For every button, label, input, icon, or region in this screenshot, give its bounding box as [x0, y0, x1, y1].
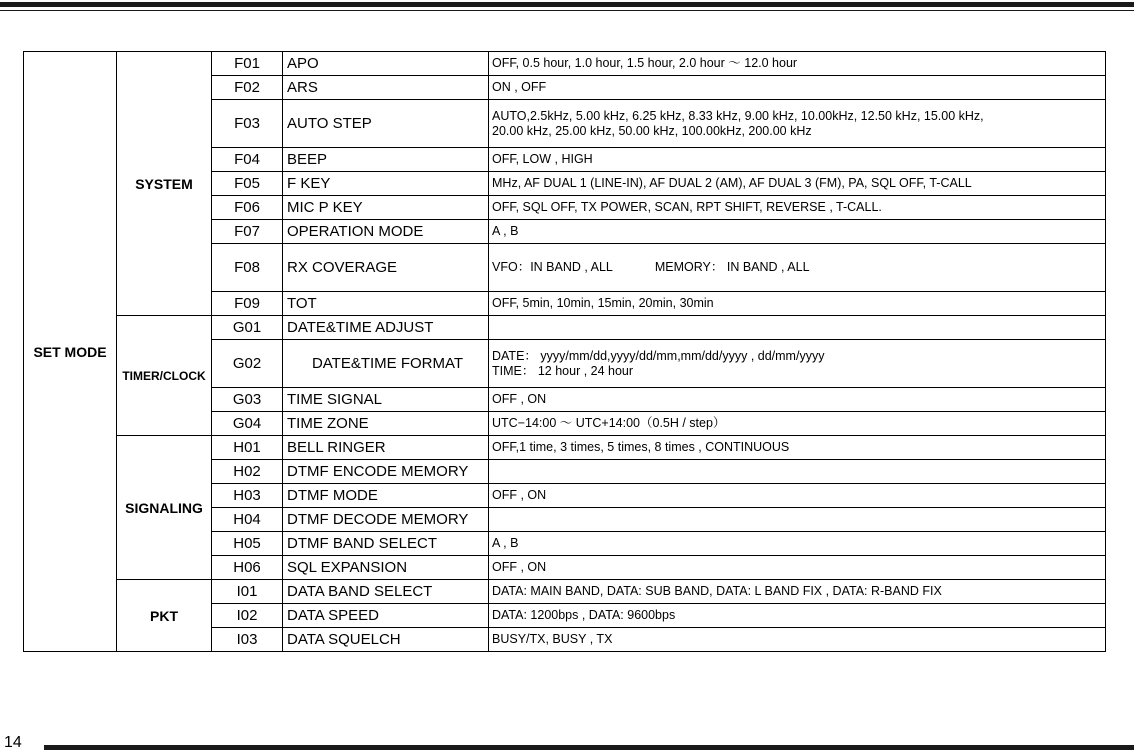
table-row [24, 316, 1106, 340]
item-name: OPERATION MODE [283, 220, 489, 244]
top-rule-thick [0, 2, 1134, 7]
item-code: H02 [212, 460, 283, 484]
item-value: OFF, SQL OFF, TX POWER, SCAN, RPT SHIFT, REVERSE , T-CALL. [489, 196, 1106, 220]
item-code: I01 [212, 580, 283, 604]
group-label-timer-clock: TIMER/CLOCK [117, 316, 212, 436]
item-code: H04 [212, 508, 283, 532]
item-name: APO [283, 52, 489, 76]
item-value: DATA: 1200bps , DATA: 9600bps [489, 604, 1106, 628]
item-value-line2: TIME： 12 hour , 24 hour [492, 363, 634, 378]
item-name: DATA BAND SELECT [283, 580, 489, 604]
item-name: DTMF MODE [283, 484, 489, 508]
item-value [489, 100, 1106, 148]
item-name: DATA SQUELCH [283, 628, 489, 652]
item-name: TIME ZONE [283, 412, 489, 436]
item-code: F03 [212, 100, 283, 148]
item-value [489, 508, 1106, 532]
item-value: OFF, 0.5 hour, 1.0 hour, 1.5 hour, 2.0 hour ～ 12.0 hour [489, 52, 1106, 76]
item-code: G01 [212, 316, 283, 340]
top-rule-thin [0, 10, 1134, 11]
item-code: G02 [212, 340, 283, 388]
item-value: UTC−14:00 ～ UTC+14:00（0.5H / step） [489, 412, 1106, 436]
item-name: BEEP [283, 148, 489, 172]
item-name: AUTO STEP [283, 100, 489, 148]
item-name: DATE&TIME FORMAT [283, 340, 489, 388]
item-code: H06 [212, 556, 283, 580]
group-label-system: SYSTEM [117, 52, 212, 316]
item-value-vfo: VFO：IN BAND , ALL [492, 260, 613, 274]
item-code: F05 [212, 172, 283, 196]
item-name: SQL EXPANSION [283, 556, 489, 580]
group-label-signaling: SIGNALING [117, 436, 212, 580]
item-value [489, 316, 1106, 340]
item-name: TOT [283, 292, 489, 316]
table-row [24, 52, 1106, 76]
item-value [489, 244, 1106, 292]
item-name: BELL RINGER [283, 436, 489, 460]
item-value-line1: DATE： yyyy/mm/dd,yyyy/dd/mm,mm/dd/yyyy , dd/mm/yyyy [492, 348, 825, 363]
item-name: DATA SPEED [283, 604, 489, 628]
item-name: MIC P KEY [283, 196, 489, 220]
mode-label: SET MODE [24, 52, 117, 652]
item-value-line1: AUTO,2.5kHz, 5.00 kHz, 6.25 kHz, 8.33 kHz, 9.00 kHz, 10.00kHz, 12.50 kHz, 15.00 kHz, [492, 108, 984, 123]
item-code: F08 [212, 244, 283, 292]
item-name: ARS [283, 76, 489, 100]
item-code: H03 [212, 484, 283, 508]
item-code: F01 [212, 52, 283, 76]
item-code: F07 [212, 220, 283, 244]
item-name: DTMF BAND SELECT [283, 532, 489, 556]
item-value: OFF,1 time, 3 times, 5 times, 8 times , CONTINUOUS [489, 436, 1106, 460]
item-value: BUSY/TX, BUSY , TX [489, 628, 1106, 652]
bottom-rule [44, 745, 1134, 750]
item-code: F02 [212, 76, 283, 100]
item-value: OFF , ON [489, 388, 1106, 412]
item-code: F06 [212, 196, 283, 220]
item-value: OFF , ON [489, 556, 1106, 580]
item-value: ON , OFF [489, 76, 1106, 100]
item-value [489, 460, 1106, 484]
table-row [24, 580, 1106, 604]
item-code: G04 [212, 412, 283, 436]
item-name: DTMF DECODE MEMORY [283, 508, 489, 532]
page-number: 14 [4, 734, 22, 751]
item-value: OFF, 5min, 10min, 15min, 20min, 30min [489, 292, 1106, 316]
item-name: DATE&TIME ADJUST [283, 316, 489, 340]
item-code: H05 [212, 532, 283, 556]
item-value-memory: MEMORY： IN BAND , ALL [654, 260, 810, 274]
item-value: A , B [489, 220, 1106, 244]
item-value: MHz, AF DUAL 1 (LINE-IN), AF DUAL 2 (AM), AF DUAL 3 (FM), PA, SQL OFF, T-CALL [489, 172, 1106, 196]
item-value [489, 340, 1106, 388]
item-name: F KEY [283, 172, 489, 196]
item-code: F04 [212, 148, 283, 172]
item-code: H01 [212, 436, 283, 460]
item-name: TIME SIGNAL [283, 388, 489, 412]
item-name: RX COVERAGE [283, 244, 489, 292]
item-name: DTMF ENCODE MEMORY [283, 460, 489, 484]
set-mode-table [23, 51, 1106, 652]
item-code: F09 [212, 292, 283, 316]
group-label-pkt: PKT [117, 580, 212, 652]
item-code: I03 [212, 628, 283, 652]
item-code: G03 [212, 388, 283, 412]
item-value: OFF, LOW , HIGH [489, 148, 1106, 172]
item-value-line2: 20.00 kHz, 25.00 kHz, 50.00 kHz, 100.00kHz, 200.00 kHz [492, 123, 812, 138]
item-code: I02 [212, 604, 283, 628]
item-value: DATA: MAIN BAND, DATA: SUB BAND, DATA: L BAND FIX , DATA: R-BAND FIX [489, 580, 1106, 604]
item-value: A , B [489, 532, 1106, 556]
item-value: OFF , ON [489, 484, 1106, 508]
table-row [24, 436, 1106, 460]
